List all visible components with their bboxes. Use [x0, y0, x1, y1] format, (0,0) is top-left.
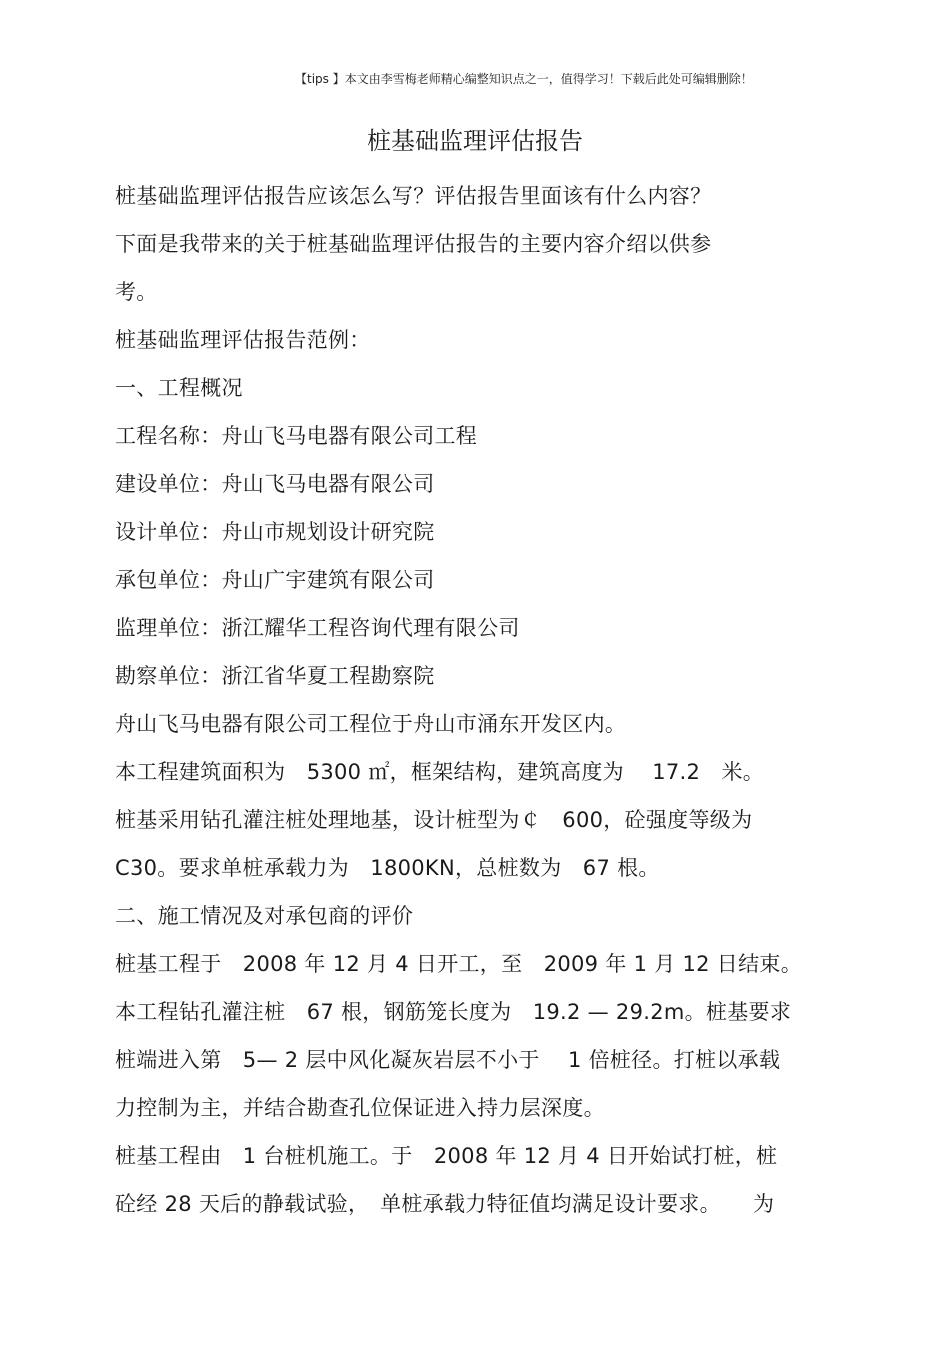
text-line: 工程名称：舟山飞马电器有限公司工程	[115, 424, 478, 448]
text-line: 下面是我带来的关于桩基础监理评估报告的主要内容介绍以供参	[115, 232, 712, 256]
text-line: 桩基采用钻孔灌注桩处理地基，设计桩型为￠ 600，砼强度等级为	[115, 808, 753, 832]
text-line: 桩端进入第 5— 2 层中风化凝灰岩层不小于 1 倍桩径。打桩以承载	[115, 1048, 781, 1072]
text-line: C30。要求单桩承载力为 1800KN，总桩数为 67 根。	[115, 856, 660, 880]
text-line: 设计单位：舟山市规划设计研究院	[115, 520, 435, 544]
text-line: 舟山飞马电器有限公司工程位于舟山市涌东开发区内。	[115, 712, 627, 736]
page-title: 桩基础监理评估报告	[367, 127, 583, 155]
text-line: 桩基础监理评估报告范例：	[115, 328, 371, 352]
text-line: 监理单位：浙江耀华工程咨询代理有限公司	[115, 616, 520, 640]
text-line: 勘察单位：浙江省华夏工程勘察院	[115, 664, 435, 688]
text-line: 桩基工程于 2008 年 12 月 4 日开工，至 2009 年 1 月 12 日结束。	[115, 952, 803, 976]
text-line: 本工程建筑面积为 5300 ㎡，框架结构，建筑高度为 17.2 米。	[115, 760, 765, 784]
text-line: 建设单位：舟山飞马电器有限公司	[115, 472, 435, 496]
header-tips: 【tips 】本文由李雪梅老师精心编整知识点之一，值得学习！下载后此处可编辑删除！	[295, 72, 753, 86]
text-line: 桩基础监理评估报告应该怎么写？评估报告里面该有什么内容？	[115, 184, 712, 208]
text-line: 砼经 28 天后的静载试验， 单桩承载力特征值均满足设计要求。 为	[115, 1192, 775, 1216]
text-line: 承包单位：舟山广宇建筑有限公司	[115, 568, 435, 592]
text-line: 力控制为主，并结合勘查孔位保证进入持力层深度。	[115, 1096, 605, 1120]
section-heading: 二、施工情况及对承包商的评价	[115, 904, 414, 928]
text-line: 桩基工程由 1 台桩机施工。于 2008 年 12 月 4 日开始试打桩，桩	[115, 1144, 778, 1168]
text-line: 本工程钻孔灌注桩 67 根，钢筋笼长度为 19.2 — 29.2m。桩基要求	[115, 1000, 792, 1024]
text-line: 考。	[115, 280, 158, 304]
section-heading: 一、工程概况	[115, 376, 243, 400]
